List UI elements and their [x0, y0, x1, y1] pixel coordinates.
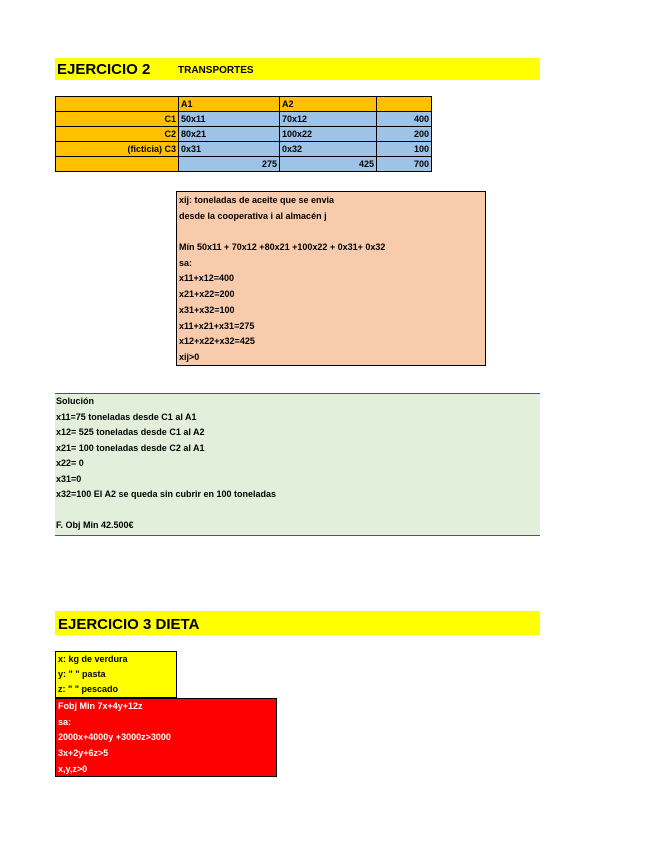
- total-a2: 425: [280, 157, 377, 172]
- variable-line: y: " " pasta: [58, 669, 106, 679]
- cell-total: 200: [377, 127, 432, 142]
- ej2-subtitle: TRANSPORTES: [178, 65, 254, 76]
- objective-value: F. Obj Min 42.500€: [56, 520, 134, 530]
- totals-label: [56, 157, 179, 172]
- transport-table: [55, 96, 432, 172]
- constraint-line: x11+x12=400: [179, 273, 235, 284]
- row-label: (ficticia) C3: [56, 142, 179, 157]
- cell-a2: 0x32: [280, 142, 377, 157]
- table-header-cell: [377, 97, 432, 112]
- constraint-line: x31+x32=100: [179, 304, 235, 315]
- cell-total: 100: [377, 142, 432, 157]
- ej2-model-box: [176, 191, 486, 366]
- cell-a2: 70x12: [280, 112, 377, 127]
- ej3-variables-box: [55, 651, 177, 698]
- objective-line: Fobj Min 7x+4y+12z: [58, 701, 143, 711]
- ej2-solution-box: [55, 393, 540, 536]
- table-header-a1: A1: [179, 97, 280, 112]
- cell-a1: 0x31: [179, 142, 280, 157]
- constraint-line: x12+x22+x32=425: [179, 336, 255, 347]
- solution-line: x22= 0: [56, 458, 84, 468]
- constraint-line: x,y,z>0: [58, 763, 88, 774]
- table-row: [56, 142, 432, 157]
- variable-line: z: " " pescado: [58, 684, 119, 694]
- constraint-line: 2000x+4000y +3000z>3000: [58, 732, 171, 743]
- cell-a1: 50x11: [179, 112, 280, 127]
- model-line: sa:: [58, 716, 72, 727]
- model-line: sa:: [179, 257, 193, 268]
- solution-line: [55, 503, 540, 519]
- variable-line: x: kg de verdura: [58, 654, 128, 664]
- objective-line: Mín 50x11 + 70x12 +80x21 +100x22 + 0x31+ 0x32: [179, 242, 386, 253]
- table-row: [56, 127, 432, 142]
- table-row: [56, 112, 432, 127]
- table-header-a2: A2: [280, 97, 377, 112]
- cell-a2: 100x22: [280, 127, 377, 142]
- table-header-row: [56, 97, 432, 112]
- constraint-line: x11+x21+x31=275: [179, 320, 255, 331]
- total-a1: 275: [179, 157, 280, 172]
- cell-total: 400: [377, 112, 432, 127]
- model-line: xij: toneladas de aceite que se envia: [179, 195, 335, 205]
- row-label: C1: [56, 112, 179, 127]
- total-grand: 700: [377, 157, 432, 172]
- cell-a1: 80x21: [179, 127, 280, 142]
- model-line: desde la cooperativa i al almacén j: [179, 210, 327, 221]
- ej2-title: EJERCICIO 2: [57, 61, 151, 78]
- constraint-line: x21+x22=200: [179, 289, 235, 300]
- solution-heading: Solución: [56, 396, 94, 406]
- solution-line: x12= 525 toneladas desde C1 al A2: [56, 427, 205, 437]
- model-line: [177, 224, 485, 240]
- solution-line: x31=0: [56, 473, 82, 484]
- table-header-cell: [56, 97, 179, 112]
- solution-line: x32=100 El A2 se queda sin cubrir en 100 toneladas: [56, 489, 277, 499]
- constraint-line: xij>0: [179, 351, 200, 362]
- ej3-model-box: [55, 698, 277, 777]
- constraint-line: 3x+2y+6z>5: [58, 748, 109, 759]
- row-label: C2: [56, 127, 179, 142]
- solution-line: x11=75 toneladas desde C1 al A1: [56, 411, 197, 422]
- solution-line: x21= 100 toneladas desde C2 al A1: [56, 442, 205, 453]
- ej3-title: EJERCICIO 3 DIETA: [58, 616, 200, 633]
- table-totals-row: [56, 157, 432, 172]
